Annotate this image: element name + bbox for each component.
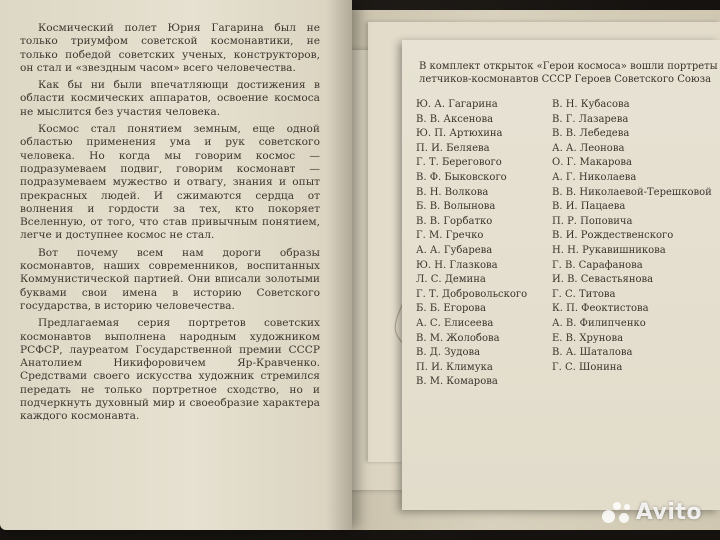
cosmonaut-name: Г. Т. Берегового [416,157,502,169]
cosmonaut-name: О. Г. Макарова [552,157,632,169]
names-left-column [416,98,527,390]
cosmonaut-name: В. В. Горбатко [416,215,493,227]
cosmonaut-name: П. И. Беляева [416,142,490,154]
intro-paragraph: Космос стал понятием земным, еще одной областью применения ума и рук советского человека. Но когда мы говорим космос — подразумеваем подвиг, говорим космонавт — подразумеваем мужество и отвагу, знания и опыт прекрасных людей. И сжимаются сердца от волнения и гордости за тех, кто покоряет Вселенную, от того, что став привычным понятием, легче и доступнее космос не стал. [20,123,320,242]
folder-left-page [0,0,352,530]
intro-paragraph: Вот почему всем нам дороги образы космонавтов, наших современников, воспитанных Коммунистической партией. Они вписали золотыми буквами свои имена в историю Советского государства, в историю человечества. [20,246,320,312]
list-header [419,60,719,87]
cosmonaut-name: П. И. Климука [416,361,493,373]
cosmonaut-name: В. В. Лебедева [552,128,630,140]
intro-paragraph: Космический полет Юрия Гагарина был не только триумфом советской космонавтики, не только победой советских ученых, конструкторов, он стал и «звездным часом» всего человечества. [20,22,320,74]
intro-paragraph: Как бы ни были впечатляющи достижения в области космических аппаратов, освоение космоса не мыслится без участия человека. [20,79,320,118]
cosmonaut-name: Б. Б. Егорова [416,303,486,315]
cosmonaut-name: В. Г. Лазарева [552,113,629,125]
cosmonaut-name: А. С. Елисеева [416,317,494,329]
cosmonaut-name: В. А. Шаталова [552,347,633,359]
intro-paragraph: Предлагаемая серия портретов советских космонавтов выполнена народным художником РСФСР, лауреатом Государственной премии СССР Анатолием Никифоровичем Яр-Кравченко. Средствами своего искусства художник стремился передать не только портретное сходство, но и подчеркнуть духовный мир и своеобразие характера каждого космонавта. [20,317,320,423]
cosmonaut-name: А. В. Филипченко [552,317,646,329]
names-right-column [552,98,712,375]
cosmonaut-name: Б. В. Волынова [416,201,496,213]
cosmonaut-name: Г. В. Сарафанова [552,259,643,271]
cosmonaut-name: В. В. Николаевой-Терешковой [552,186,712,198]
cosmonaut-name: П. Р. Поповича [552,215,633,227]
cosmonaut-list-card [402,40,720,510]
cosmonaut-name: В. Н. Кубасова [552,99,630,110]
cosmonaut-name: Г. С. Шонина [552,361,623,373]
cosmonaut-name: А. А. Губарева [416,244,493,256]
cosmonaut-name: Ю. П. Артюхина [416,128,503,140]
cosmonaut-name: В. М. Комарова [416,376,498,388]
cosmonaut-name: А. А. Леонова [552,142,625,154]
cosmonaut-name: Ю. А. Гагарина [416,99,498,110]
avito-watermark [602,498,702,526]
cosmonaut-name: Г. С. Титова [552,288,616,300]
watermark-text: Avito [635,499,702,525]
cosmonaut-name: В. И. Рождественского [552,230,674,242]
cosmonaut-name: В. Ф. Быковского [416,171,507,183]
cosmonaut-name: В. И. Пацаева [552,201,626,213]
cosmonaut-name: И. В. Севастьянова [552,274,654,286]
cosmonaut-name: В. М. Жолобова [416,332,500,344]
header-line: В комплект открыток «Герои космоса» вошли портреты [419,61,718,72]
avito-dots-icon [602,498,630,526]
intro-text [20,22,320,428]
cosmonaut-name: В. В. Аксенова [416,113,494,125]
cosmonaut-name: Г. М. Гречко [416,230,484,242]
cosmonaut-name: Ю. Н. Глазкова [416,259,498,271]
header-line: летчиков-космонавтов СССР Героев Советского Союза [419,74,712,86]
cosmonaut-name: Н. Н. Рукавишникова [552,244,666,256]
cosmonaut-name: В. Н. Волкова [416,186,489,198]
cosmonaut-name: Г. Т. Добровольского [416,288,528,300]
cosmonaut-name: А. Г. Николаева [552,171,637,183]
cosmonaut-name: Е. В. Хрунова [552,332,624,344]
cosmonaut-name: Л. С. Демина [416,274,486,286]
cosmonaut-name: В. Д. Зудова [416,347,481,359]
cosmonaut-name: К. П. Феоктистова [552,303,649,315]
